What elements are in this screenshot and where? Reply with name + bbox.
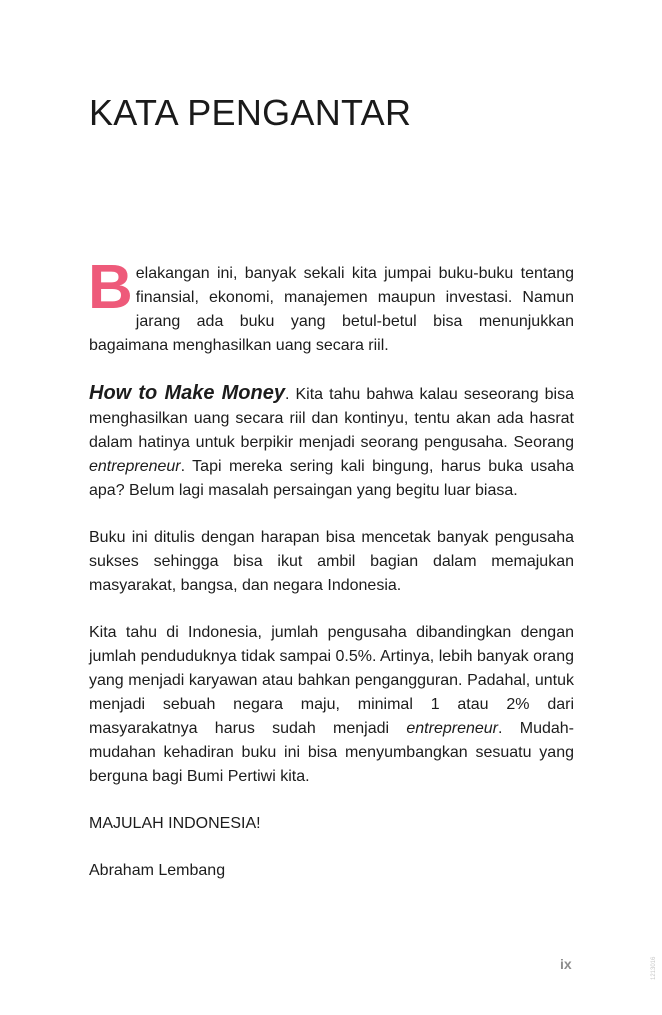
author-name: Abraham Lembang <box>89 862 226 879</box>
page-number: ix <box>560 956 572 972</box>
lead-phrase: How to Make Money <box>89 382 285 404</box>
page-title: KATA PENGANTAR <box>89 92 412 133</box>
paragraph-how-to-text-b: . Tapi mereka sering kali bingung, harus buka usaha apa? Belum lagi masalah persaingan yang begitu luar biasa. <box>89 458 574 499</box>
preface-body <box>88 253 575 906</box>
paragraph-how-to <box>89 381 574 503</box>
drop-cap: B <box>88 253 133 322</box>
paragraph-purpose: Buku ini ditulis dengan harapan bisa mencetak banyak pengusaha sukses sehingga bisa ikut ambil bagian dalam memajukan masyarakat, bangsa, dan negara Indonesia. <box>89 529 574 594</box>
paragraph-intro-text: elakangan ini, banyak sekali kita jumpai buku-buku tentang finansial, ekonomi, manajemen maupun investasi. Namun jarang ada buku yang betul-betul bisa menunjukkan bagaimana menghasilkan uang secara riil. <box>89 265 574 354</box>
paragraph-how-to-text-a: . Kita tahu bahwa kalau seseorang bisa menghasilkan uang secara riil dan kontinyu, tentu akan ada hasrat dalam hatinya untuk berpikir menjadi seorang pengusaha. Seorang <box>89 386 575 451</box>
italic-term: entrepreneur <box>89 458 181 475</box>
paragraph-indonesia-text-b: . Mudah-mudahan kehadiran buku ini bisa menyumbangkan sesuatu yang berguna bagi Bumi Pertiwi kita. <box>89 720 575 785</box>
paragraph-indonesia <box>89 621 574 789</box>
paragraph-intro <box>88 253 574 358</box>
side-mark: 1213016 <box>651 956 657 980</box>
paragraph-indonesia-text-a: Kita tahu di Indonesia, jumlah pengusaha dibandingkan dengan jumlah penduduknya tidak sampai 0.5%. Artinya, lebih banyak orang yang menjadi karyawan atau bahkan pengangguran. Padahal, untuk menjadi sebuah negara maju, minimal 1 atau 2% dari masyarakatnya harus sudah menjadi <box>89 624 574 737</box>
italic-term: entrepreneur <box>406 720 498 737</box>
closing-line: MAJULAH INDONESIA! <box>89 815 261 832</box>
